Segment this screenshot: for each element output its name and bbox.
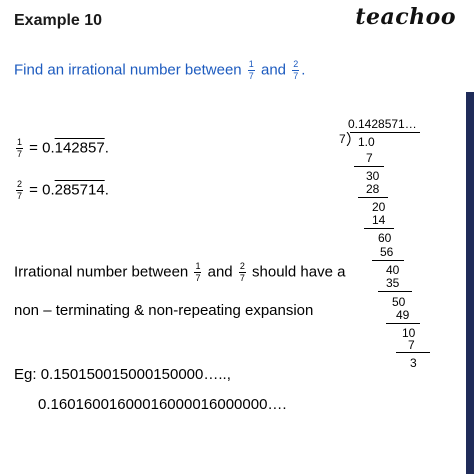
ld-step: 50 [392, 295, 406, 309]
ld-bar [350, 132, 420, 133]
ld-step: 60 [378, 231, 392, 245]
ld-step: 28 [366, 182, 380, 196]
ld-quotient: 0.1428571… [348, 117, 417, 131]
ld-step: 7 [408, 338, 415, 352]
ld-step: 14 [372, 213, 386, 227]
ld-divisor: 7 [339, 132, 346, 146]
ld-step: 40 [386, 263, 400, 277]
ld-step: 7 [366, 151, 373, 165]
ld-step: 10 [402, 326, 416, 340]
ld-step: 35 [386, 276, 400, 290]
example-label: Example 10 [14, 12, 103, 29]
statement-line-2: non – terminating & non-repeating expansion [14, 302, 314, 319]
fraction-one-seventh: $\frac{1}{7}$ [248, 59, 254, 81]
example-line-2: 0.16016001600016000016000000…. [38, 396, 287, 413]
fraction-two-sevenths: $\frac{2}{7}$ [293, 59, 299, 81]
ld-step: 30 [366, 169, 380, 183]
teachoo-logo: teachoo [355, 4, 456, 30]
question-text: Find an irrational number between $\frac{1}{7}$ and $\frac{2}{7}$ . [14, 59, 306, 81]
statement-line-1: Irrational number between $\frac{1}{7}$ and $\frac{2}{7}$ should have a [14, 261, 346, 283]
ld-step: 56 [380, 245, 394, 259]
repeating-digits: 285714 [54, 181, 105, 199]
ld-step: 3 [410, 356, 417, 370]
repeating-digits: 142857 [54, 139, 105, 157]
ld-bracket [346, 132, 354, 146]
ld-step: 49 [396, 308, 410, 322]
right-accent-band [466, 92, 474, 474]
two-sevenths-expansion: $\frac{2}{7}$ = 0.285714. [17, 179, 109, 201]
ld-step: 20 [372, 200, 386, 214]
ld-dividend: 1.0 [358, 135, 375, 149]
example-line-1: Eg: 0.150150015000150000….., [14, 366, 231, 383]
one-seventh-expansion: $\frac{1}{7}$ = 0.142857. [17, 137, 109, 159]
